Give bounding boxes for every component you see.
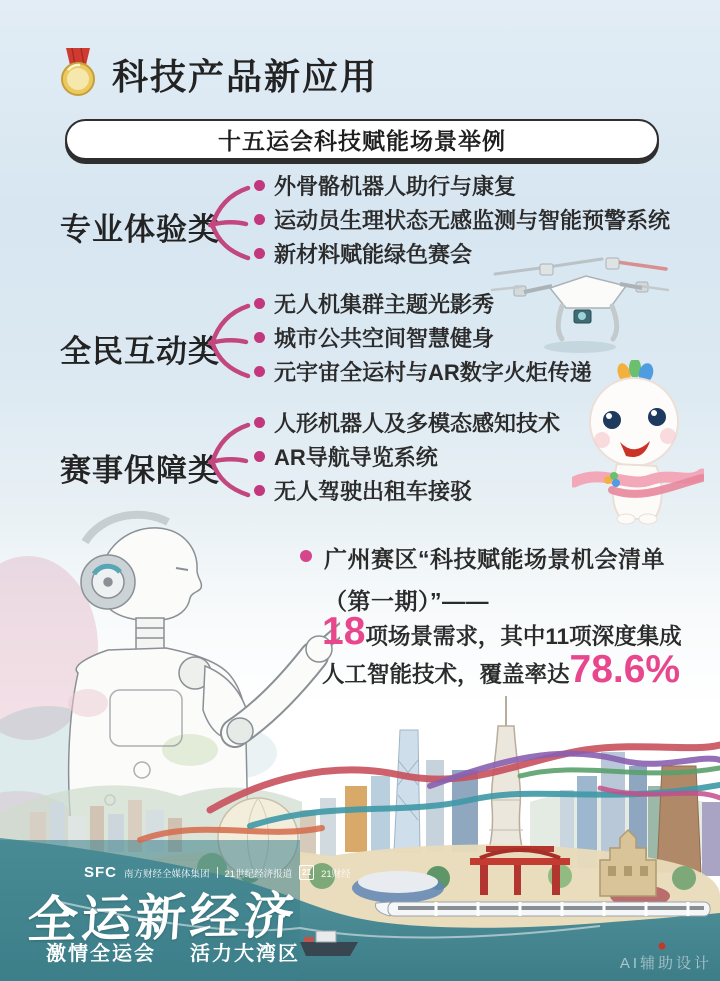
stat-number-18: 18 [322,610,366,653]
page-header [58,46,378,103]
branch-lines-icon [202,407,252,511]
section-banner-text: 十五运会科技赋能场景举例 [218,128,506,154]
category-label: 全民互动类 [60,334,220,369]
stat-line1: 18 项场景需求，其中11项深度集成 [322,610,682,653]
section-banner [65,119,659,160]
highlight-line2: （第一期）”—— [324,588,489,614]
brand-finance-label: 21财经 [321,868,351,880]
sfc-logo: SFC [84,864,117,881]
mascot-illustration [572,360,704,530]
list-item: 新材料赋能绿色赛会 [254,236,670,270]
train [376,902,710,916]
bullet-dot-icon [254,451,265,462]
stat-number-78: 78.6% [569,648,681,691]
slogan-sub [46,937,300,966]
list-item: 元宇宙全运村与AR数字火炬传递 [254,354,592,388]
bullet-dot-icon [254,248,265,259]
bullet-dot-icon [254,417,265,428]
list-item: 城市公共空间智慧健身 [254,320,592,354]
list-item: 无人驾驶出租车接驳 [254,473,560,507]
list-item: 外骨骼机器人助行与康复 [254,168,670,202]
bullet-dot-icon [254,485,265,496]
slogan-sub-right: 活力大湾区 [190,943,300,965]
highlight-line1: 广州赛区“科技赋能场景机会清单 [324,546,665,572]
slogan-main: 全运新经济 [25,887,300,949]
bullet-dot-icon [254,298,265,309]
brand-herald-label: 21世纪经济报道 [224,868,293,880]
category-label: 专业体验类 [60,212,220,247]
bullet-dot-icon [254,332,265,343]
page-title: 科技产品新应用 [112,56,379,97]
list-item: 人形机器人及多模态感知技术 [254,405,560,439]
ai-design-watermark: AI辅助设计 [619,955,712,972]
list-item: AR导航导览系统 [254,439,560,473]
category-label: 赛事保障类 [60,453,220,488]
list-item: 无人机集群主题光影秀 [254,286,592,320]
stat-line2: 人工智能技术，覆盖率达 78.6% [322,648,681,691]
bullet-dot-icon [254,214,265,225]
bullet-dot-icon [300,550,312,562]
bullet-dot-icon [254,366,265,377]
branch-lines-icon [202,288,252,392]
brand-group-label: 南方财经全媒体集团 [124,868,210,880]
list-item: 运动员生理状态无感监测与智能预警系统 [254,202,670,236]
badge-21-icon: 21 [299,865,314,880]
slogan-sub-left: 激情全运会 [46,943,156,965]
medal-icon [58,46,98,103]
branch-lines-icon [202,170,252,274]
bullet-dot-icon [254,180,265,191]
